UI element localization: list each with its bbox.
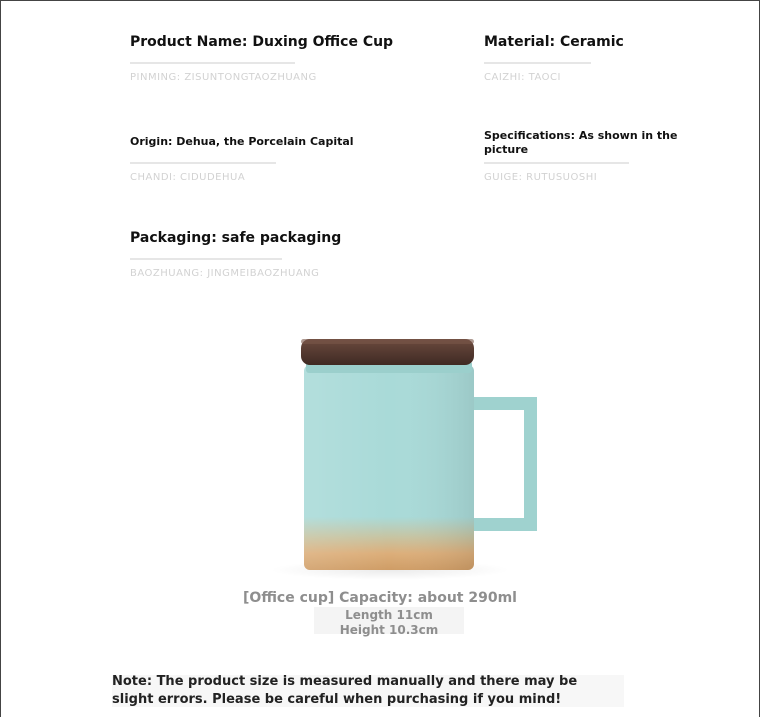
spec-specifications bbox=[484, 129, 684, 183]
capacity-text: [Office cup] Capacity: about 290ml bbox=[243, 590, 517, 606]
spec-title: Packaging: safe packaging bbox=[130, 230, 342, 246]
spec-divider bbox=[130, 62, 295, 64]
spec-product-name bbox=[130, 34, 393, 83]
spec-pinyin: CHANDI: CIDUDEHUA bbox=[130, 172, 246, 183]
product-mug-image bbox=[250, 325, 600, 585]
spec-title: Specifications: As shown in the picture bbox=[484, 129, 678, 156]
spec-pinyin: GUIGE: RUTUSUOSHI bbox=[484, 172, 598, 183]
spec-material bbox=[484, 34, 624, 83]
spec-title: Origin: Dehua, the Porcelain Capital bbox=[130, 135, 354, 148]
length-text: Length 11cm bbox=[345, 608, 433, 622]
spec-pinyin: PINMING: ZISUNTONGTAOZHUANG bbox=[130, 72, 317, 83]
spec-title: Product Name: Duxing Office Cup bbox=[130, 34, 394, 50]
spec-pinyin: BAOZHUANG: JINGMEIBAOZHUANG bbox=[130, 268, 320, 279]
spec-title: Material: Ceramic bbox=[484, 34, 624, 50]
spec-divider bbox=[484, 62, 591, 64]
height-text: Height 10.3cm bbox=[339, 623, 439, 637]
dimensions-box bbox=[314, 607, 464, 637]
disclaimer-note: Note: The product size is measured manually and there may be slight errors. Please be careful when purchasing if you mind! bbox=[112, 674, 578, 707]
spec-divider bbox=[130, 258, 282, 260]
spec-pinyin: CAIZHI: TAOCI bbox=[484, 72, 561, 83]
spec-divider bbox=[484, 162, 629, 164]
mug-handle bbox=[474, 397, 537, 531]
spec-origin bbox=[130, 135, 354, 183]
spec-packaging bbox=[130, 230, 341, 279]
spec-divider bbox=[130, 162, 276, 164]
